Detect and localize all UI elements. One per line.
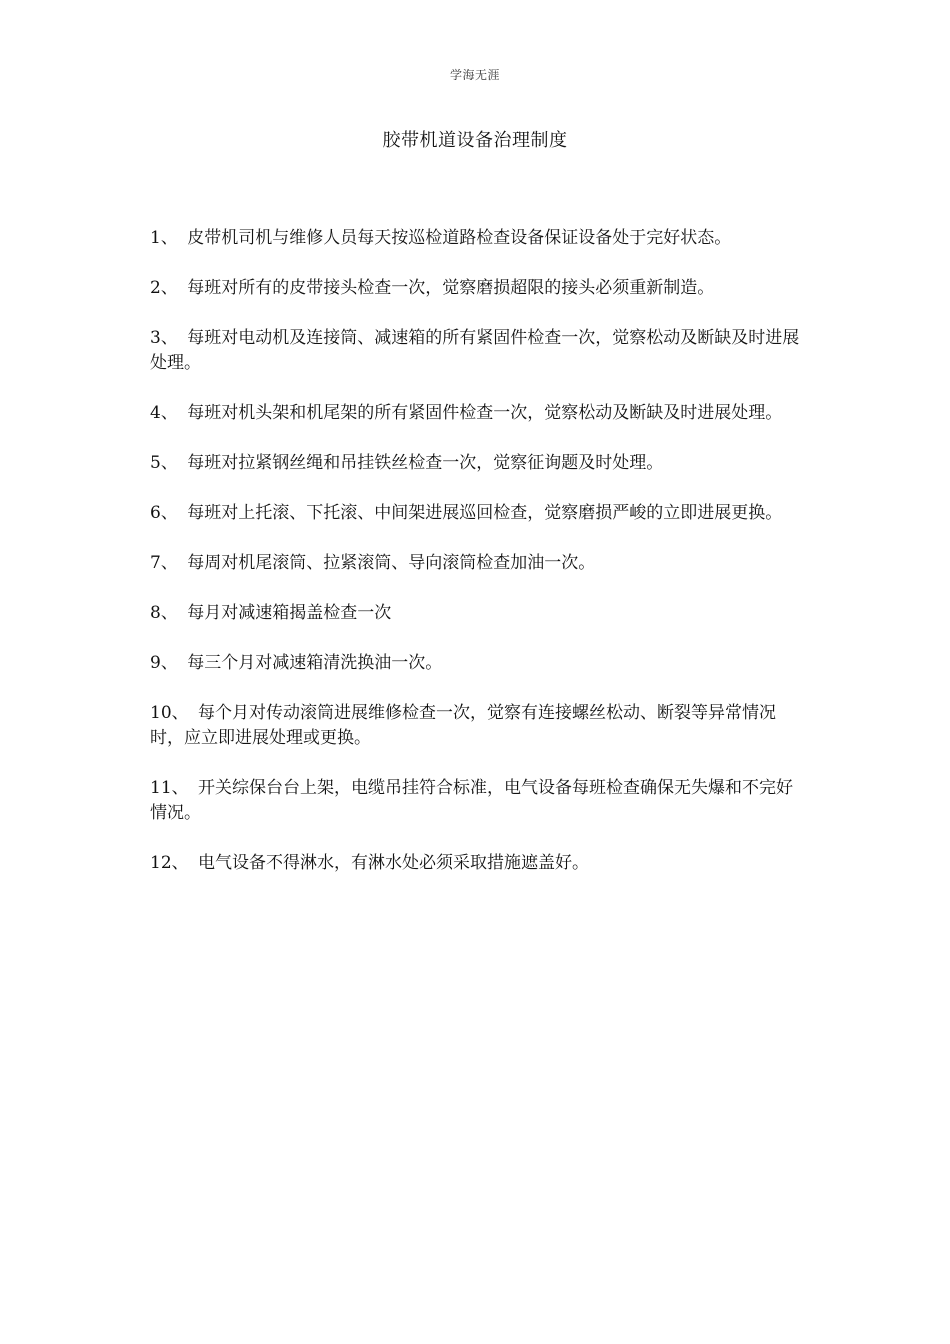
item-number: 1、 (150, 228, 178, 248)
list-item (150, 551, 800, 576)
item-text: 每三个月对减速箱清洗换油一次。 (187, 653, 443, 673)
item-text: 每班对拉紧钢丝绳和吊挂铁丝检查一次，觉察征询题及时处理。 (187, 453, 664, 473)
item-text: 每个月对传动滚筒进展维修检查一次，觉察有连接螺丝松动、断裂等异常情况时，应立即进展处理或更换。 (150, 703, 777, 748)
item-number: 3、 (150, 328, 178, 348)
item-text: 每月对减速箱揭盖检查一次 (187, 603, 392, 623)
list-item (150, 276, 800, 301)
item-text: 每班对所有的皮带接头检查一次，觉察磨损超限的接头必须重新制造。 (187, 278, 715, 298)
list-item (150, 851, 800, 876)
list-item (150, 401, 800, 426)
item-number: 9、 (150, 653, 178, 673)
item-number: 10、 (150, 703, 189, 723)
list-item (150, 651, 800, 676)
list-item (150, 326, 800, 376)
item-number: 7、 (150, 553, 178, 573)
item-number: 4、 (150, 403, 178, 423)
item-number: 2、 (150, 278, 178, 298)
item-number: 12、 (150, 853, 189, 873)
item-number: 6、 (150, 503, 178, 523)
list-item (150, 451, 800, 476)
page-title: 胶带机道设备治理制度 (382, 130, 568, 151)
item-text: 开关综保台台上架，电缆吊挂符合标准，电气设备每班检查确保无失爆和不完好情况。 (150, 778, 794, 823)
item-number: 11、 (150, 778, 189, 798)
item-number: 5、 (150, 453, 178, 473)
list-item (150, 701, 800, 751)
item-text: 每班对机头架和机尾架的所有紧固件检查一次，觉察松动及断缺及时进展处理。 (187, 403, 783, 423)
list-item (150, 776, 800, 826)
item-number: 8、 (150, 603, 178, 623)
item-text: 每班对上托滚、下托滚、中间架进展巡回检查，觉察磨损严峻的立即进展更换。 (187, 503, 783, 523)
page-header: 学海无涯 (449, 68, 500, 82)
item-text: 每班对电动机及连接筒、减速箱的所有紧固件检查一次，觉察松动及断缺及时进展处理。 (150, 328, 800, 373)
item-text: 皮带机司机与维修人员每天按巡检道路检查设备保证设备处于完好状态。 (187, 228, 732, 248)
rules-list (150, 226, 800, 901)
list-item (150, 601, 800, 626)
item-text: 每周对机尾滚筒、拉紧滚筒、导向滚筒检查加油一次。 (187, 553, 596, 573)
list-item (150, 501, 800, 526)
list-item (150, 226, 800, 251)
item-text: 电气设备不得淋水，有淋水处必须采取措施遮盖好。 (198, 853, 590, 873)
